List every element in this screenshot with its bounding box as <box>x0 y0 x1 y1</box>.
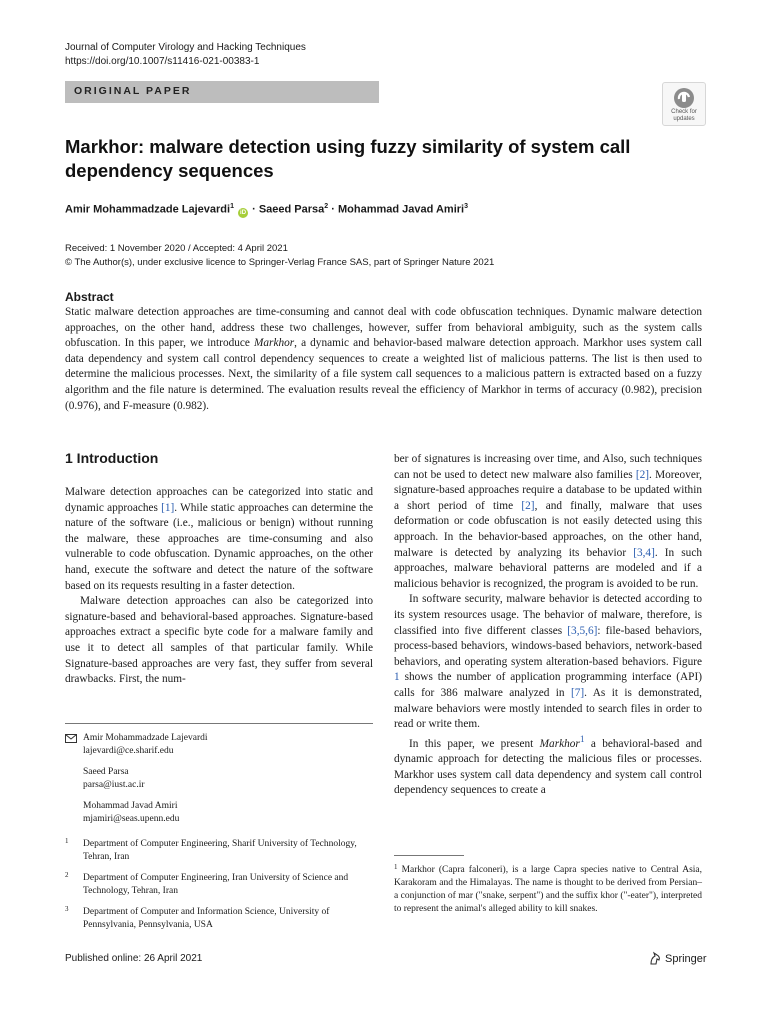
copyright-line: © The Author(s), under exclusive licence to Springer-Verlag France SAS, part of Springer Nature 2021 <box>65 257 495 268</box>
article-dates <box>65 242 494 270</box>
published-date: Published online: 26 April 2021 <box>65 953 203 964</box>
badge-line-1: Check for <box>671 109 697 115</box>
author-affiliation-mark: 1 <box>230 203 234 210</box>
section-heading-introduction: 1 Introduction <box>65 450 159 466</box>
contact-email[interactable]: lajevardi@ce.sharif.edu <box>83 746 174 756</box>
abstract-part: , a dynamic and behavior-based malware detection approach. Markhor uses system call data dependency and system call control dependency sequences to create a weighted list of malicious patterns. The list is then used to determine the malicious processes. Next, the similarity of a file system call sequences to a malicious pattern is extracted based on a fuzzy algorithm and the file nature is determined. The evaluation results reveal the efficiency of Markhor in terms of accuracy (0.982), precision (0.976), and F-measure (0.982). <box>65 337 702 412</box>
text-run: shows the number of application programming interface (API) calls for 386 malware analyzed in <box>394 671 702 699</box>
author-separator: · <box>331 203 335 216</box>
contact-name: Amir Mohammadzade Lajevardi <box>83 733 208 743</box>
abstract-heading: Abstract <box>65 290 114 304</box>
received-accepted: Received: 1 November 2020 / Accepted: 4 April 2021 <box>65 243 288 254</box>
contact-entry <box>83 732 375 758</box>
text-run: . In such approaches, malware behavioral patterns are modeled and if a malicious behavior is recognized, the program is avoided to be run. <box>394 546 702 590</box>
citation-link[interactable]: [3,4] <box>633 546 655 559</box>
doi-link[interactable]: https://doi.org/10.1007/s11416-021-00383-1 <box>65 56 260 67</box>
footnote <box>394 861 702 916</box>
journal-name: Journal of Computer Virology and Hacking Techniques <box>65 42 306 53</box>
affiliation-number: 1 <box>65 837 69 845</box>
citation-link[interactable]: [2] <box>521 499 535 512</box>
affiliation <box>65 872 375 898</box>
publisher-logo <box>648 951 707 965</box>
abstract-text <box>65 305 702 414</box>
citation-link[interactable]: [2] <box>635 468 650 481</box>
text-run: . Moreover, signature-based approaches require a database to be updated within a short period of time <box>394 468 702 512</box>
text-run: , and finally, malware that uses deformation or code obfuscation is not easily detected using this approach. In the behavior-based approaches, on the other hand, malware is detected by analyzing its behavior <box>394 499 703 559</box>
author-name: Amir Mohammadzade Lajevardi <box>65 203 231 216</box>
affiliation-number: 2 <box>65 871 69 879</box>
contact-entry <box>83 766 375 792</box>
text-run: a behavioral-based and dynamic approach for detecting the malicious files or processes. Markhor uses system call data dependency and system call control dependency sequences to create a <box>394 737 702 797</box>
contact-name: Mohammad Javad Amiri <box>83 801 178 811</box>
text-run: In this paper, we present <box>409 737 540 750</box>
author-separator: · <box>252 203 256 216</box>
affiliation-text: Department of Computer Engineering, Sharif University of Technology, Tehran, Iran <box>83 839 357 862</box>
author-name: Saeed Parsa <box>258 203 325 216</box>
article-type-bar <box>65 81 379 103</box>
left-column-body <box>65 485 373 688</box>
footnote-number: 1 <box>394 863 398 871</box>
text-emphasis: Markhor <box>539 737 580 750</box>
springer-horse-icon <box>648 951 662 965</box>
paragraph: Malware detection approaches can also be categorized into signature-based and behavioral-based approaches. Signature-based approaches extract a specific byte code for a malware family and use it to detect all samples of that particular family. While Signature-based approaches are very fast, they suffer from several drawbacks. First, the num- <box>65 595 373 686</box>
footnote-link[interactable]: 1 <box>579 734 585 745</box>
abstract-emphasis: Markhor <box>254 337 295 350</box>
footnote-divider <box>65 723 373 724</box>
paragraph <box>394 592 702 732</box>
affiliation-number: 3 <box>65 905 69 913</box>
journal-header <box>65 41 306 69</box>
citation-link[interactable]: [7] <box>570 686 585 699</box>
contact-entry <box>83 800 375 826</box>
article-type: ORIGINAL PAPER <box>74 85 192 97</box>
text-run: Malware detection approaches can be categorized into static and dynamic approaches <box>65 486 373 514</box>
paragraph <box>394 733 702 799</box>
contact-email[interactable]: mjamiri@seas.upenn.edu <box>83 814 180 824</box>
author-name: Mohammad Javad Amiri <box>337 203 465 216</box>
footnote-text: Markhor (Capra falconeri), is a large Capra species native to Central Asia, Karakoram and the Himalayas. The name is thought to be derived from Persian–a conjunction of mar ("snake, serpent") and the suffix khor ("-eater"), interpreted to represent the animal's alleged ability to kill snakes. <box>394 865 703 914</box>
abstract-part: Static malware detection approaches are time-consuming and cannot deal with code obfuscation techniques. Dynamic malware detection approaches, on the other hand, address these two challenges, however, suffer from behavioral ambiguity, such as the system calls obfuscation. In this paper, we introduce <box>65 306 702 350</box>
publisher-name: Springer <box>665 953 707 965</box>
text-run: : file-based behaviors, process-based behaviors, windows-based behaviors, network-based behaviors, and operating system alteration-based behaviors. Figure <box>394 624 702 668</box>
check-for-updates-badge[interactable] <box>662 82 706 126</box>
paragraph <box>65 485 373 594</box>
text-run: . While static approaches can determine the nature of the software (i.e., malicious or benign) without running the malware, these approaches are time-consuming and also vulnerable to code obfuscation. Dynamic approaches, on the other hand, execute the software and detect the nature of the software based on its requests resulting in a faster detection. <box>65 501 373 592</box>
affiliation-text: Department of Computer Engineering, Iran University of Science and Technology, Tehran, Iran <box>83 873 349 896</box>
text-run: . As it is demonstrated, malware behaviors were mostly intended to search files in order to read or write them. <box>394 686 702 731</box>
author-affiliation-mark: 2 <box>324 203 329 210</box>
affiliation <box>65 906 375 932</box>
contact-name: Saeed Parsa <box>83 767 129 777</box>
check-updates-icon <box>673 87 695 109</box>
footnote-divider <box>394 855 464 856</box>
affiliation-text: Department of Computer and Information Science, University of Pennsylvania, Pennsylvania, USA <box>83 907 330 930</box>
paper-title: Markhor: malware detection using fuzzy similarity of system call dependency sequences <box>65 136 631 181</box>
affiliation <box>65 838 375 864</box>
author-affiliation-mark: 3 <box>464 203 469 210</box>
badge-line-2: updates <box>673 115 695 122</box>
citation-link[interactable]: [1] <box>161 501 175 514</box>
text-run: In software security, malware behavior is detected according to its system resources usage. The behavior of malware, therefore, is classified into five different classes <box>394 593 702 637</box>
figure-link[interactable]: 1 <box>394 671 400 684</box>
citation-link[interactable]: [3,5,6] <box>567 624 598 637</box>
author-contacts <box>65 732 375 940</box>
author-list <box>65 203 468 218</box>
right-column-body <box>394 452 702 799</box>
orcid-icon[interactable]: iD <box>240 209 247 216</box>
envelope-icon <box>65 734 77 743</box>
text-run: ber of signatures is increasing over time, and Also, such techniques can not be used to detect new malware also families <box>394 453 702 481</box>
paragraph <box>394 452 702 592</box>
contact-email[interactable]: parsa@iust.ac.ir <box>83 780 145 790</box>
